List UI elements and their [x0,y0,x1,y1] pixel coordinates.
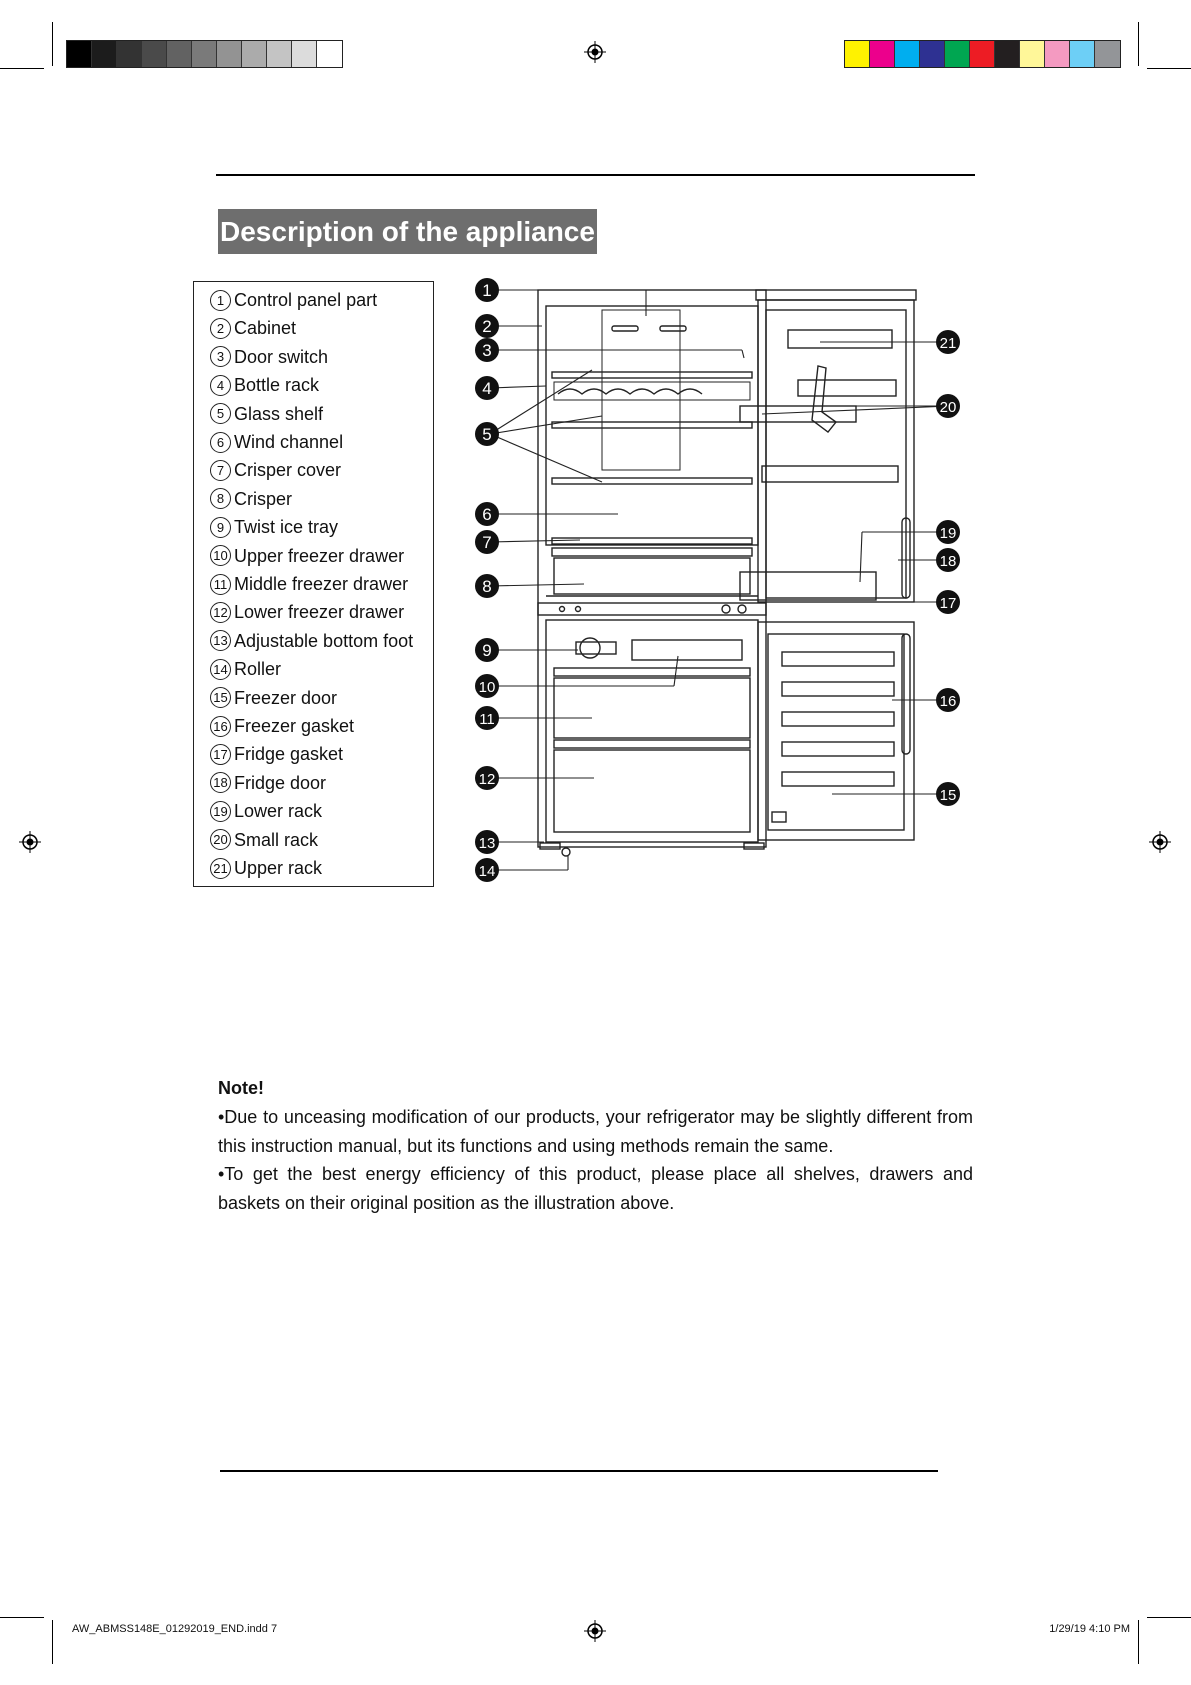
legend-item [210,402,323,426]
callout-number: 6 [482,505,492,524]
crop-mark [1138,22,1139,66]
crop-mark [1147,1617,1191,1618]
callout-number: 15 [939,787,957,804]
legend-label: Twist ice tray [234,517,339,538]
callout-15 [936,782,960,806]
registration-mark-icon [584,1620,606,1642]
color-swatch [970,41,995,67]
legend-item [210,629,413,653]
color-swatch [845,41,870,67]
callout-number: 17 [939,595,957,612]
legend-number: 2 [210,318,231,339]
legend-label: Freezer door [234,687,338,708]
legend-number: 3 [210,346,231,367]
legend-label: Glass shelf [234,403,324,424]
callout-number: 12 [478,771,496,788]
color-swatch [920,41,945,67]
color-swatch [1095,41,1120,67]
callout-number: 16 [939,693,957,710]
color-swatch [167,41,192,67]
color-swatch [117,41,142,67]
legend-item [210,657,281,681]
callout-18 [936,548,960,572]
legend-label: Wind channel [234,432,344,452]
callout-21 [936,330,960,354]
legend-number: 7 [210,460,231,481]
callout-number: 2 [482,317,492,336]
callout-number: 10 [478,679,496,696]
callout-2 [475,314,499,338]
callout-4 [475,376,499,400]
callout-17 [936,590,960,614]
legend-number: 21 [210,858,231,879]
callout-number: 20 [939,399,957,416]
callout-1 [475,278,499,302]
callout-5 [475,422,499,446]
bottom-rule [220,1470,938,1472]
callout-10 [475,674,499,698]
color-swatch [292,41,317,67]
legend-number: 12 [210,602,231,623]
legend-item [210,856,322,880]
note-title: Note! [218,1078,264,1098]
crop-mark [0,1617,44,1618]
legend-label: Fridge gasket [234,744,344,765]
legend-number: 15 [210,687,231,708]
legend-item [210,686,337,710]
color-swatch [67,41,92,67]
callout-number: 7 [482,533,492,552]
callout-number: 18 [939,553,957,570]
callout-12 [475,766,499,790]
legend-label: Middle freezer drawer [234,574,409,594]
crop-mark [0,68,44,69]
callout-number: 19 [939,525,957,542]
legend-label: Adjustable bottom foot [234,630,414,651]
color-swatch [1045,41,1070,67]
legend-number: 1 [210,290,231,311]
legend-item [210,714,354,738]
legend-item [210,515,338,539]
registration-mark-icon [19,831,41,853]
note-paragraph-2: •To get the best energy efficiency of this product, please place all shelves, drawers and baskets on their original position as the illustration above. [218,1164,973,1213]
color-swatch [92,41,117,67]
color-swatch [1020,41,1045,67]
footer-datetime: 1/29/19 4:10 PM [1049,1623,1130,1635]
callout-number: 1 [482,281,492,300]
color-swatch [870,41,895,67]
legend-label: Lower freezer drawer [234,602,405,623]
legend-item [210,458,341,482]
legend-number: 11 [210,574,231,595]
legend-label: Small rack [234,829,319,850]
color-swatch [1070,41,1095,67]
color-swatch [142,41,167,67]
callout-9 [475,638,499,662]
grayscale-color-bar [66,40,343,68]
legend-item [210,373,319,397]
legend-label: Upper rack [234,858,323,878]
color-swatch [217,41,242,67]
crop-mark [1138,1620,1139,1664]
callout-number: 4 [482,379,492,398]
callout-19 [936,520,960,544]
legend-item [210,572,408,596]
legend-item [210,828,318,852]
registration-mark-icon [584,41,606,63]
callout-number: 21 [939,335,957,352]
legend-number: 13 [210,630,231,651]
registration-mark-icon [1149,831,1171,853]
legend-number: 5 [210,403,231,424]
top-rule [216,174,975,176]
legend-label: Freezer gasket [234,716,355,736]
color-swatch [317,41,342,67]
legend-label: Crisper cover [234,460,342,481]
legend-item [210,345,328,369]
legend-label: Lower rack [234,801,323,822]
legend-number: 14 [210,659,231,680]
callout-number: 13 [478,835,496,852]
color-swatch [267,41,292,67]
callout-3 [475,338,499,362]
legend-number: 19 [210,801,231,822]
legend-label: Roller [234,659,282,680]
color-swatch [995,41,1020,67]
callout-number: 11 [479,711,495,728]
legend-label: Control panel part [234,290,378,310]
legend-label: Bottle rack [234,375,320,396]
note-paragraph-1: •Due to unceasing modification of our products, your refrigerator may be slightly different from this instruction manual, but its functions and using methods remain the same. [218,1107,973,1156]
callout-7 [475,530,499,554]
callout-number: 3 [482,341,492,360]
color-swatch [895,41,920,67]
process-color-bar [844,40,1121,68]
legend-item [210,544,404,568]
legend-item [210,771,326,795]
color-swatch [192,41,217,67]
legend-label: Cabinet [234,318,297,339]
legend-number: 17 [210,744,231,765]
page-title: Description of the appliance [218,209,597,254]
callout-8 [475,574,499,598]
legend-label: Fridge door [234,772,327,793]
legend-item [210,487,292,511]
legend-number: 18 [210,772,231,793]
footer-file-name: AW_ABMSS148E_01292019_END.indd 7 [72,1623,278,1635]
legend-number: 6 [210,432,231,453]
callout-13 [475,830,499,854]
legend-number: 10 [210,545,231,566]
legend-item [210,600,404,624]
callout-number: 5 [482,425,492,444]
legend-label: Door switch [234,346,329,367]
color-swatch [945,41,970,67]
legend-label: Upper freezer drawer [234,545,405,566]
crop-mark [1147,68,1191,69]
callout-6 [475,502,499,526]
legend-item [210,799,322,823]
legend-item [210,430,343,454]
parts-legend [193,281,434,887]
crop-mark [52,1620,53,1664]
legend-number: 8 [210,488,231,509]
callout-number: 8 [482,577,492,596]
legend-item [210,742,343,766]
callout-16 [936,688,960,712]
legend-number: 4 [210,375,231,396]
callout-14 [475,858,499,882]
refrigerator-diagram [462,270,972,890]
legend-label: Crisper [234,488,293,509]
crop-mark [52,22,53,66]
callout-11 [475,706,499,730]
legend-item [210,316,296,340]
legend-number: 20 [210,829,231,850]
callout-20 [936,394,960,418]
callout-number: 9 [482,641,492,660]
legend-number: 9 [210,517,231,538]
color-swatch [242,41,267,67]
legend-item [210,288,377,312]
legend-number: 16 [210,716,231,737]
callout-number: 14 [478,863,496,880]
